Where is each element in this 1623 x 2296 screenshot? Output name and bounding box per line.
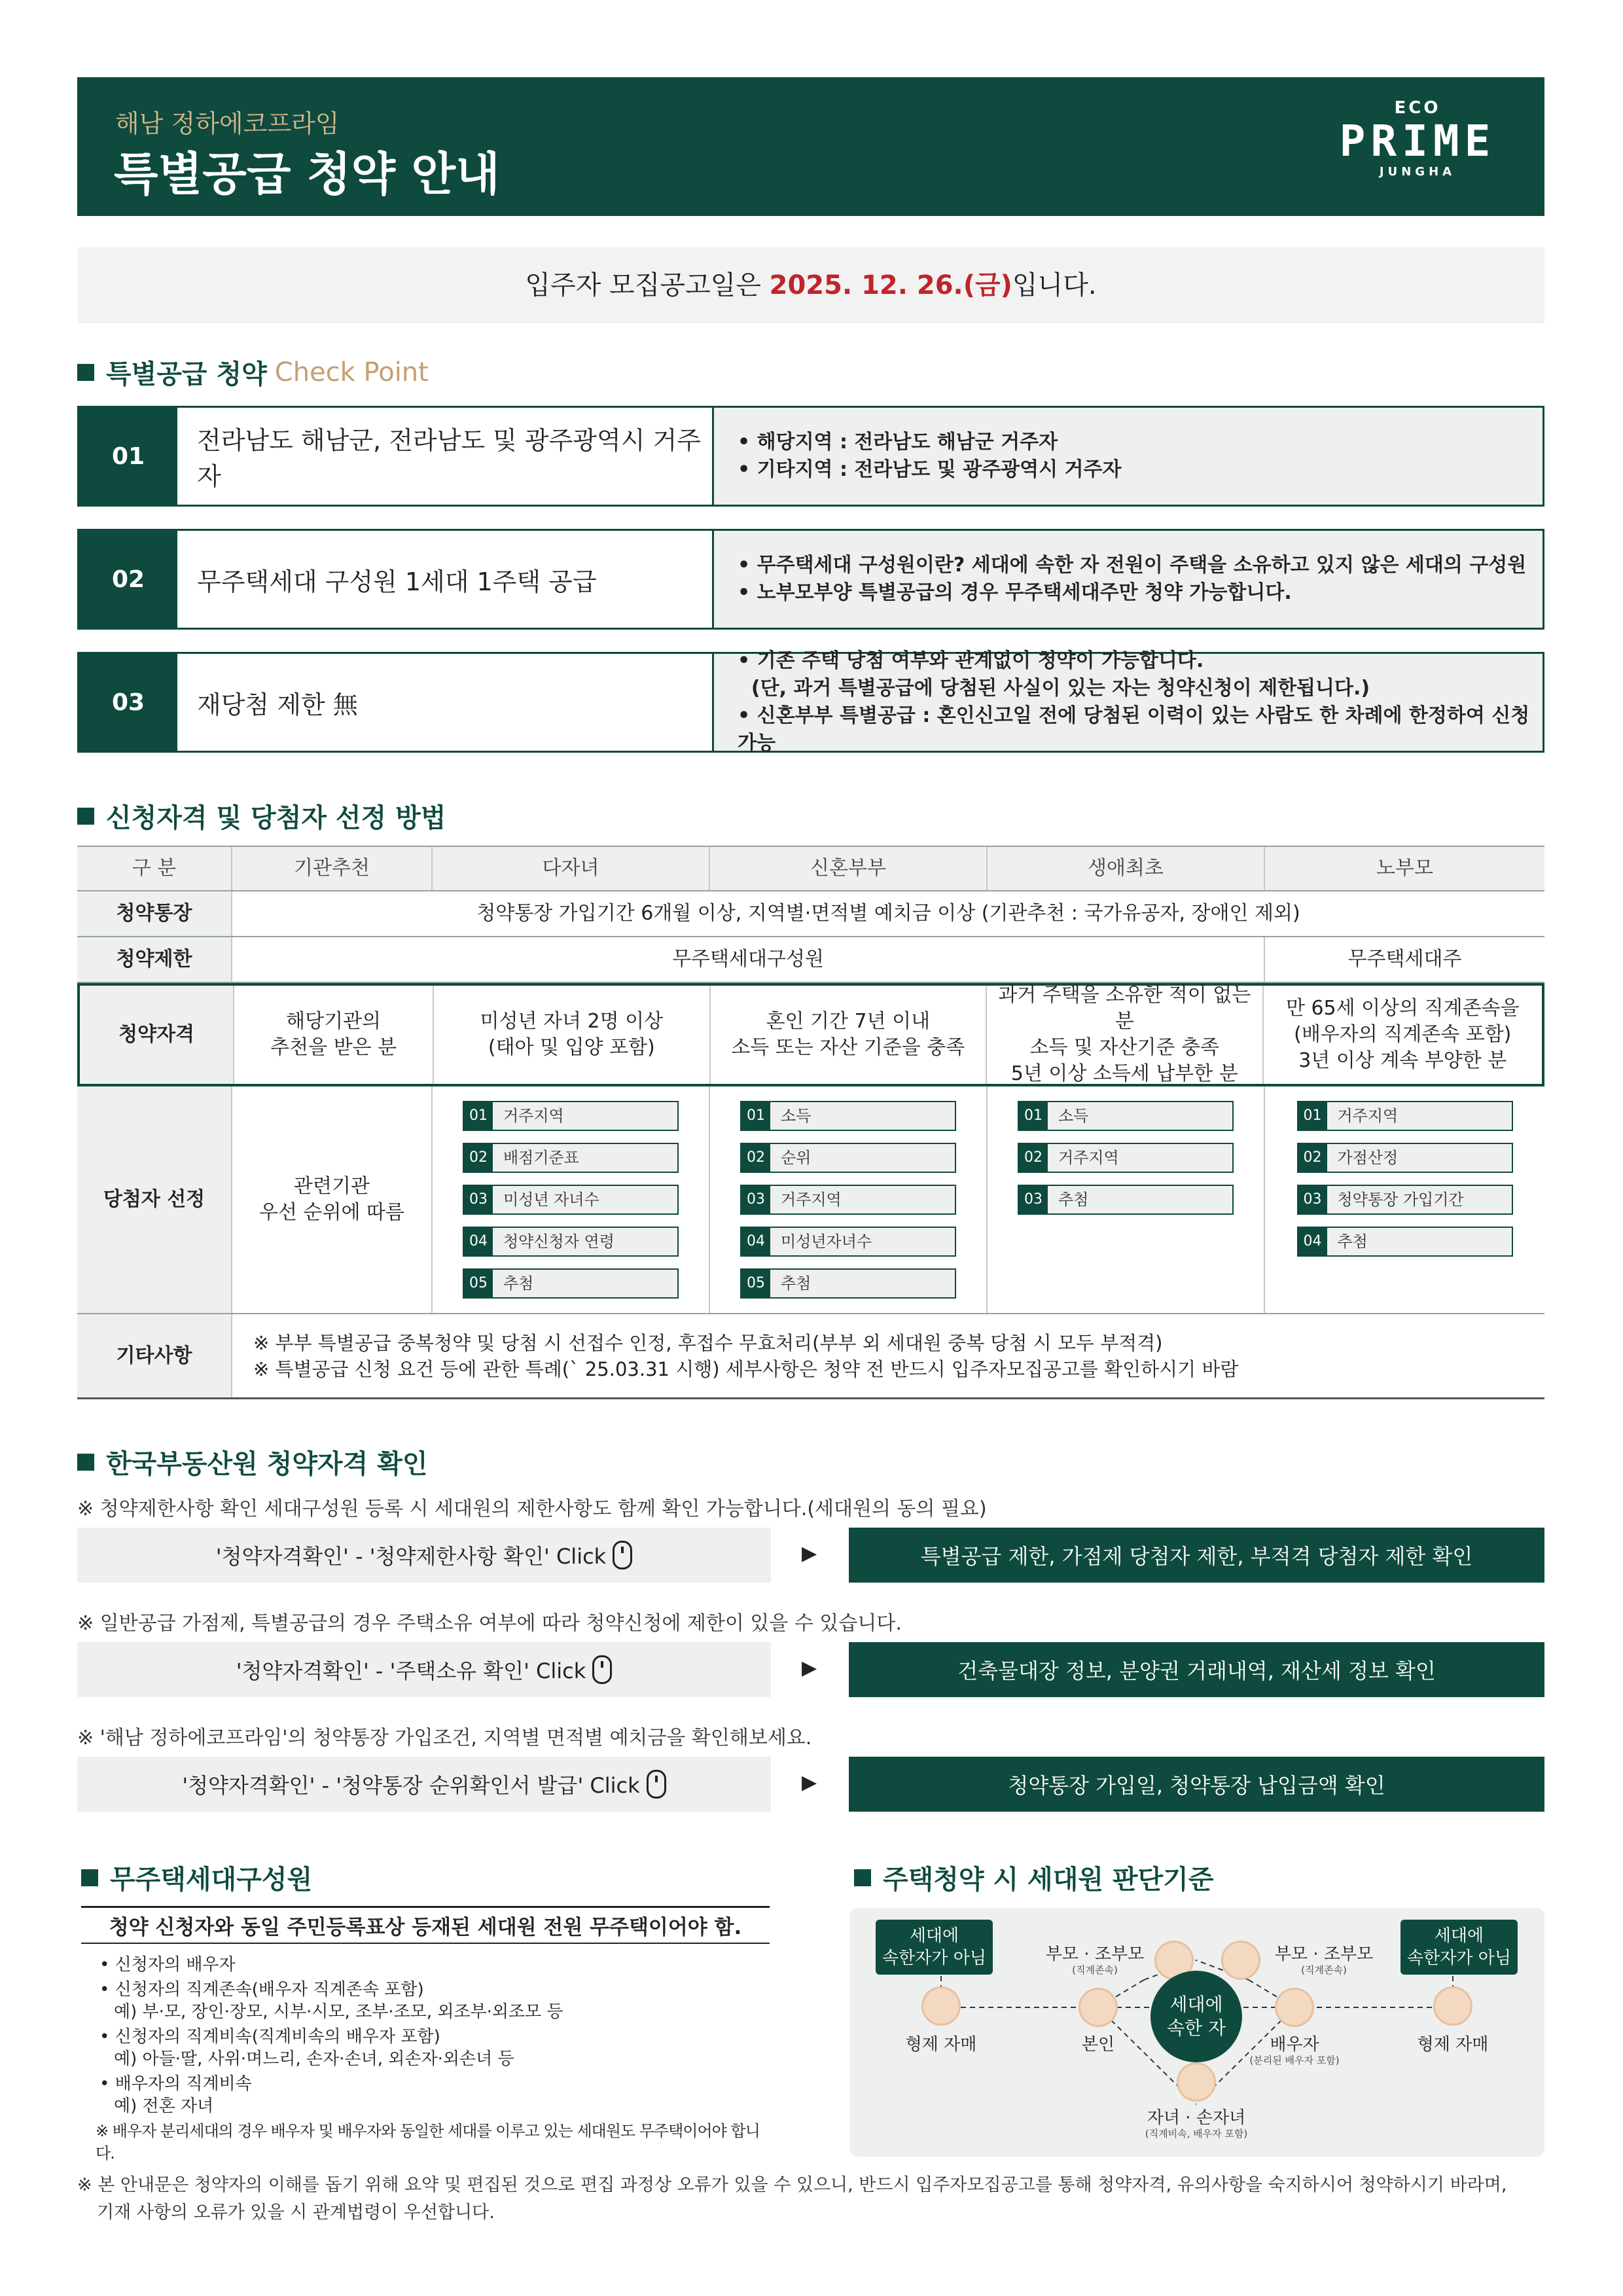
table-row-qualification [77, 983, 1544, 1086]
step-item [463, 1185, 679, 1215]
notice-date: 2025. 12. 26.(금) [769, 270, 1012, 300]
checkpoint-number: 02 [79, 531, 177, 628]
step-number: 03 [1019, 1186, 1048, 1213]
mouse-click-icon [613, 1541, 632, 1570]
logo-jungha: JUNGHA [1379, 165, 1456, 179]
reb-result-box: 건축물대장 정보, 분양권 거래내역, 재산세 정보 확인 [849, 1642, 1544, 1697]
children-sub: (직계비속, 배우자 포함) [1145, 2128, 1248, 2140]
table-row-selection [77, 1086, 1544, 1314]
footer-line: ※ 본 안내문은 청약자의 이해를 돕기 위해 요약 및 편집된 것으로 편집 과정상 오류가 있을 수 있으니, 반드시 입주자모집공고를 통해 청약자격, 유의사항을 숙지하시어 청약하시기 바라며, [77, 2175, 1507, 2195]
table-header-cell: 다자녀 [433, 847, 710, 890]
header-subtitle: 해남 정하에코프라임 [115, 109, 340, 138]
select-parents [1265, 1086, 1544, 1313]
reb-note: ※ 청약제한사항 확인 세대구성원 등록 시 세대원의 제한사항도 함께 확인 가능합니다.(세대원의 동의 필요) [77, 1498, 987, 1520]
sibling-left-icon [921, 1986, 961, 2026]
section-heading-diagram [854, 1859, 1213, 1896]
reb-action-box [77, 1528, 771, 1583]
checkpoint-line: • 기타지역 : 전라남도 및 광주광역시 거주자 [738, 458, 1122, 481]
checkpoint-line: • 해당지역 : 전라남도 해남군 거주자 [738, 431, 1058, 454]
list-item [99, 1979, 774, 2023]
step-label: 추첨 [503, 1274, 534, 1293]
step-number: 04 [464, 1228, 493, 1255]
select-multi-child [433, 1086, 710, 1313]
children-icon [1177, 2062, 1216, 2102]
step-item [1297, 1227, 1513, 1257]
step-number: 01 [741, 1102, 770, 1130]
table-row-account [77, 891, 1544, 937]
etc-note-line: ※ 특별공급 신청 요건 등에 관한 특례(` 25.03.31 시행) 세부사항은 청약 전 반드시 입주자모집공고를 확인하시기 바람 [253, 1357, 1239, 1380]
table-row-limit [77, 937, 1544, 983]
square-bullet-icon [81, 1869, 98, 1886]
step-number: 02 [1298, 1144, 1327, 1172]
arrow-right-icon: ▶ [802, 1657, 817, 1679]
step-label: 거주지역 [781, 1191, 842, 1209]
qual-newlywed: 혼인 기간 7년 이내 소득 또는 자산 기준을 충족 [711, 986, 987, 1084]
checkpoint-number: 03 [79, 654, 177, 751]
step-item [463, 1101, 679, 1131]
qualification-heading: 신청자격 및 당첨자 선정 방법 [106, 803, 446, 833]
step-item [463, 1268, 679, 1299]
step-item [1018, 1185, 1234, 1215]
step-number: 04 [1298, 1228, 1327, 1255]
checkpoint-desc [714, 531, 1543, 628]
reb-action-text: '청약자격확인' - '주택소유 확인' Click [236, 1659, 586, 1683]
list-item [99, 2026, 774, 2070]
household-banner: 청약 신청자와 동일 주민등록표상 등재된 세대원 전원 무주택이어야 함. [81, 1906, 770, 1944]
tag-not-member-right: 세대에 속한자가 아님 [1400, 1920, 1518, 1975]
checkpoint-line: • 노부모부양 특별공급의 경우 무주택세대주만 청약 가능합니다. [738, 581, 1292, 604]
household-heading: 무주택세대구성원 [110, 1865, 313, 1895]
step-label: 미성년자녀수 [781, 1232, 872, 1251]
step-number: 02 [741, 1144, 770, 1172]
qual-first-home: 과거 주택을 소유한 적이 없는 분 소득 및 자산기준 충족 5년 이상 소득세 납부한 분 [987, 986, 1263, 1084]
square-bullet-icon [854, 1869, 871, 1886]
limit-household-head: 무주택세대주 [1347, 948, 1462, 971]
checkpoint-item-03 [77, 649, 1544, 755]
select-first-home [988, 1086, 1265, 1313]
checkpoint-item-02 [77, 529, 1544, 630]
grandparents-right-sub: (직계존속) [1301, 1964, 1347, 1976]
step-number: 05 [464, 1270, 493, 1297]
table-row-etc [77, 1314, 1544, 1399]
step-number: 01 [1298, 1102, 1327, 1130]
table-header-row [77, 846, 1544, 891]
step-number: 02 [1019, 1144, 1048, 1172]
list-item [99, 1954, 774, 1976]
step-label: 거주지역 [1337, 1107, 1399, 1125]
checkpoint-line: • 신혼부부 특별공급 : 혼인신고일 전에 당첨된 이력이 있는 사람도 한 차례에 한정하여 신청 가능 [738, 704, 1530, 755]
step-label: 거주지역 [503, 1107, 564, 1125]
footer-line: 기재 사항의 오류가 있을 시 관계법령이 우선합니다. [97, 2202, 495, 2223]
step-number: 04 [741, 1228, 770, 1255]
step-number: 01 [1019, 1102, 1048, 1130]
footer-disclaimer [77, 2172, 1544, 2227]
row-label: 청약제한 [77, 937, 232, 982]
checkpoint-desc [714, 649, 1543, 755]
qual-parents: 만 65세 이상의 직계존속을 (배우자의 직계존속 포함) 3년 이상 계속 부양한 분 [1285, 997, 1520, 1072]
step-number: 01 [464, 1102, 493, 1130]
sibling-right-label: 형제 자매 [1417, 2035, 1489, 2054]
reb-note: ※ 일반공급 가점제, 특별공급의 경우 주택소유 여부에 따라 청약신청에 제한이 있을 수 있습니다. [77, 1612, 902, 1635]
step-item [1018, 1101, 1234, 1131]
reb-action-text: '청약자격확인' - '청약제한사항 확인' Click [215, 1544, 607, 1569]
mouse-click-icon [647, 1770, 666, 1799]
square-bullet-icon [77, 364, 94, 381]
reb-action-box [77, 1642, 771, 1697]
step-number: 02 [464, 1144, 493, 1172]
table-header-cell: 생애최초 [988, 847, 1265, 890]
step-item [740, 1101, 956, 1131]
checkpoint-title: 재당첨 제한 無 [177, 654, 714, 751]
tag-not-member-left: 세대에 속한자가 아님 [876, 1920, 993, 1975]
brand-logo [1339, 98, 1496, 196]
list-item-example: 예) 부·모, 장인·장모, 시부·시모, 조부·조모, 외조부·외조모 등 [114, 2002, 563, 2022]
logo-prime: PRIME [1339, 116, 1496, 166]
spouse-icon [1275, 1988, 1314, 2027]
reb-result-box: 특별공급 제한, 가점제 당첨자 제한, 부적격 당첨자 제한 확인 [849, 1528, 1544, 1583]
square-bullet-icon [77, 808, 94, 825]
checkpoint-heading-en: Check Point [274, 357, 429, 387]
step-label: 추첨 [1058, 1191, 1089, 1209]
step-label: 거주지역 [1058, 1149, 1119, 1167]
grandparents-left-label: 부모 · 조부모 [1045, 1945, 1145, 1964]
spouse-sub: (분리된 배우자 포함) [1249, 2054, 1340, 2066]
notice-suffix: 입니다. [1012, 270, 1097, 300]
step-item [740, 1185, 956, 1215]
step-label: 추첨 [781, 1274, 812, 1293]
mouse-click-icon [592, 1655, 612, 1684]
table-header-cell: 신혼부부 [710, 847, 988, 890]
step-label: 소득 [1058, 1107, 1089, 1125]
qual-multi-child: 미성년 자녀 2명 이상 (태아 및 입양 포함) [434, 986, 710, 1084]
step-label: 가점산정 [1337, 1149, 1399, 1167]
etc-note-line: ※ 부부 특별공급 중복청약 및 당첨 시 선접수 인정, 후접수 무효처리(부부 외 세대원 중복 당첨 시 모두 부적격) [253, 1331, 1163, 1354]
checkpoint-item-01 [77, 406, 1544, 507]
arrow-right-icon: ▶ [802, 1542, 817, 1565]
spouse-label: 배우자 [1270, 2035, 1319, 2054]
grandparents-right-icon [1221, 1941, 1260, 1980]
reb-action-text: '청약자격확인' - '청약통장 순위확인서 발급' Click [182, 1773, 640, 1798]
grandparents-right-label: 부모 · 조부모 [1274, 1945, 1374, 1964]
select-newlywed [710, 1086, 988, 1313]
step-label: 청약통장 가입기간 [1337, 1191, 1464, 1209]
diagram-heading: 주택청약 시 세대원 판단기준 [883, 1865, 1214, 1895]
sibling-right-icon [1433, 1986, 1472, 2026]
qual-institution: 해당기관의 추천을 받은 분 [234, 986, 434, 1084]
account-requirement: 청약통장 가입기간 6개월 이상, 지역별·면적별 예치금 이상 (기관추천 : 국가유공자, 장애인 제외) [476, 902, 1300, 925]
checkpoint-line: • 기존 주택 당첨 여부와 관계없이 청약이 가능합니다. [738, 649, 1204, 672]
checkpoint-heading: 특별공급 청약 [106, 359, 267, 389]
step-item [1297, 1185, 1513, 1215]
checkpoint-line: (단, 과거 특별공급에 당첨된 사실이 있는 자는 청약신청이 제한됩니다.) [738, 677, 1370, 700]
step-item [1018, 1143, 1234, 1173]
checkpoint-title: 전라남도 해남군, 전라남도 및 광주광역시 거주자 [177, 408, 714, 505]
checkpoint-line: • 무주택세대 구성원이란? 세대에 속한 자 전원이 주택을 소유하고 있지 않은 세대의 구성원 [738, 554, 1527, 577]
member-center-circle: 세대에 속한 자 [1150, 1971, 1242, 2062]
checkpoint-desc [714, 408, 1543, 505]
square-bullet-icon [77, 1454, 94, 1471]
row-label: 당첨자 선정 [77, 1086, 232, 1313]
reb-heading: 한국부동산원 청약자격 확인 [106, 1449, 428, 1479]
table-header-cell: 구 분 [77, 847, 232, 890]
step-item [740, 1227, 956, 1257]
step-item [1297, 1143, 1513, 1173]
step-label: 추첨 [1337, 1232, 1368, 1251]
list-item [99, 2073, 774, 2117]
list-item-text: • 신청자의 직계비속(직계비속의 배우자 포함) [99, 2027, 440, 2047]
list-item-text: • 신청자의 배우자 [99, 1955, 236, 1975]
sibling-left-label: 형제 자매 [905, 2035, 977, 2054]
step-item [463, 1143, 679, 1173]
step-number: 03 [464, 1186, 493, 1213]
reb-note: ※ '해남 정하에코프라임'의 청약통장 가입조건, 지역별 면적별 예치금을 확인해보세요. [77, 1727, 812, 1749]
household-diagram [849, 1908, 1544, 2157]
reb-action-box [77, 1757, 771, 1812]
row-label: 기타사항 [77, 1314, 232, 1397]
children-label: 자녀 · 손자녀 [1147, 2108, 1246, 2128]
self-label: 본인 [1081, 2035, 1115, 2054]
arrow-right-icon: ▶ [802, 1771, 817, 1794]
notice-prefix: 입주자 모집공고일은 [525, 270, 770, 300]
select-institution: 관련기관 우선 순위에 따름 [232, 1086, 433, 1313]
list-item-example: 예) 아들·딸, 사위·며느리, 손자·손녀, 외손자·외손녀 등 [114, 2049, 514, 2069]
etc-notes [232, 1314, 1544, 1397]
step-item [1297, 1101, 1513, 1131]
section-heading-checkpoint [77, 353, 429, 391]
reb-result-box: 청약통장 가입일, 청약통장 납입금액 확인 [849, 1757, 1544, 1812]
limit-household-member: 무주택세대구성원 [232, 937, 1265, 982]
table-header-cell: 노부모 [1265, 847, 1544, 890]
row-label: 청약자격 [80, 986, 234, 1084]
list-item-text: • 신청자의 직계존속(배우자 직계존속 포함) [99, 1980, 424, 2000]
section-heading-reb [77, 1443, 428, 1480]
step-number: 03 [1298, 1186, 1327, 1213]
step-number: 05 [741, 1270, 770, 1297]
section-heading-qualification [77, 797, 446, 834]
header-banner [77, 77, 1544, 216]
self-icon [1079, 1988, 1118, 2027]
logo-eco: ECO [1394, 98, 1441, 118]
checkpoint-title: 무주택세대 구성원 1세대 1주택 공급 [177, 531, 714, 628]
list-item-text: • 배우자의 직계비속 [99, 2074, 252, 2094]
section-heading-household [81, 1859, 312, 1896]
table-header-cell: 기관추천 [232, 847, 433, 890]
step-label: 미성년 자녀수 [503, 1191, 599, 1209]
step-item [740, 1143, 956, 1173]
row-label: 청약통장 [77, 891, 232, 936]
page-title: 특별공급 청약 안내 [114, 147, 500, 201]
step-label: 배점기준표 [503, 1149, 579, 1167]
household-footnote: ※ 배우자 분리세대의 경우 배우자 및 배우자와 동일한 세대를 이루고 있는 세대원도 무주택이어야 합니다. [96, 2122, 760, 2162]
grandparents-left-sub: (직계존속) [1072, 1964, 1118, 1976]
step-label: 청약신청자 연령 [503, 1232, 615, 1251]
household-list [96, 1954, 774, 2164]
checkpoint-number: 01 [79, 408, 177, 505]
step-label: 소득 [781, 1107, 812, 1125]
step-label: 순위 [781, 1149, 812, 1167]
step-item [463, 1227, 679, 1257]
step-item [740, 1268, 956, 1299]
step-number: 03 [741, 1186, 770, 1213]
list-item-example: 예) 전혼 자녀 [114, 2096, 214, 2116]
announcement-date-bar [77, 247, 1544, 323]
